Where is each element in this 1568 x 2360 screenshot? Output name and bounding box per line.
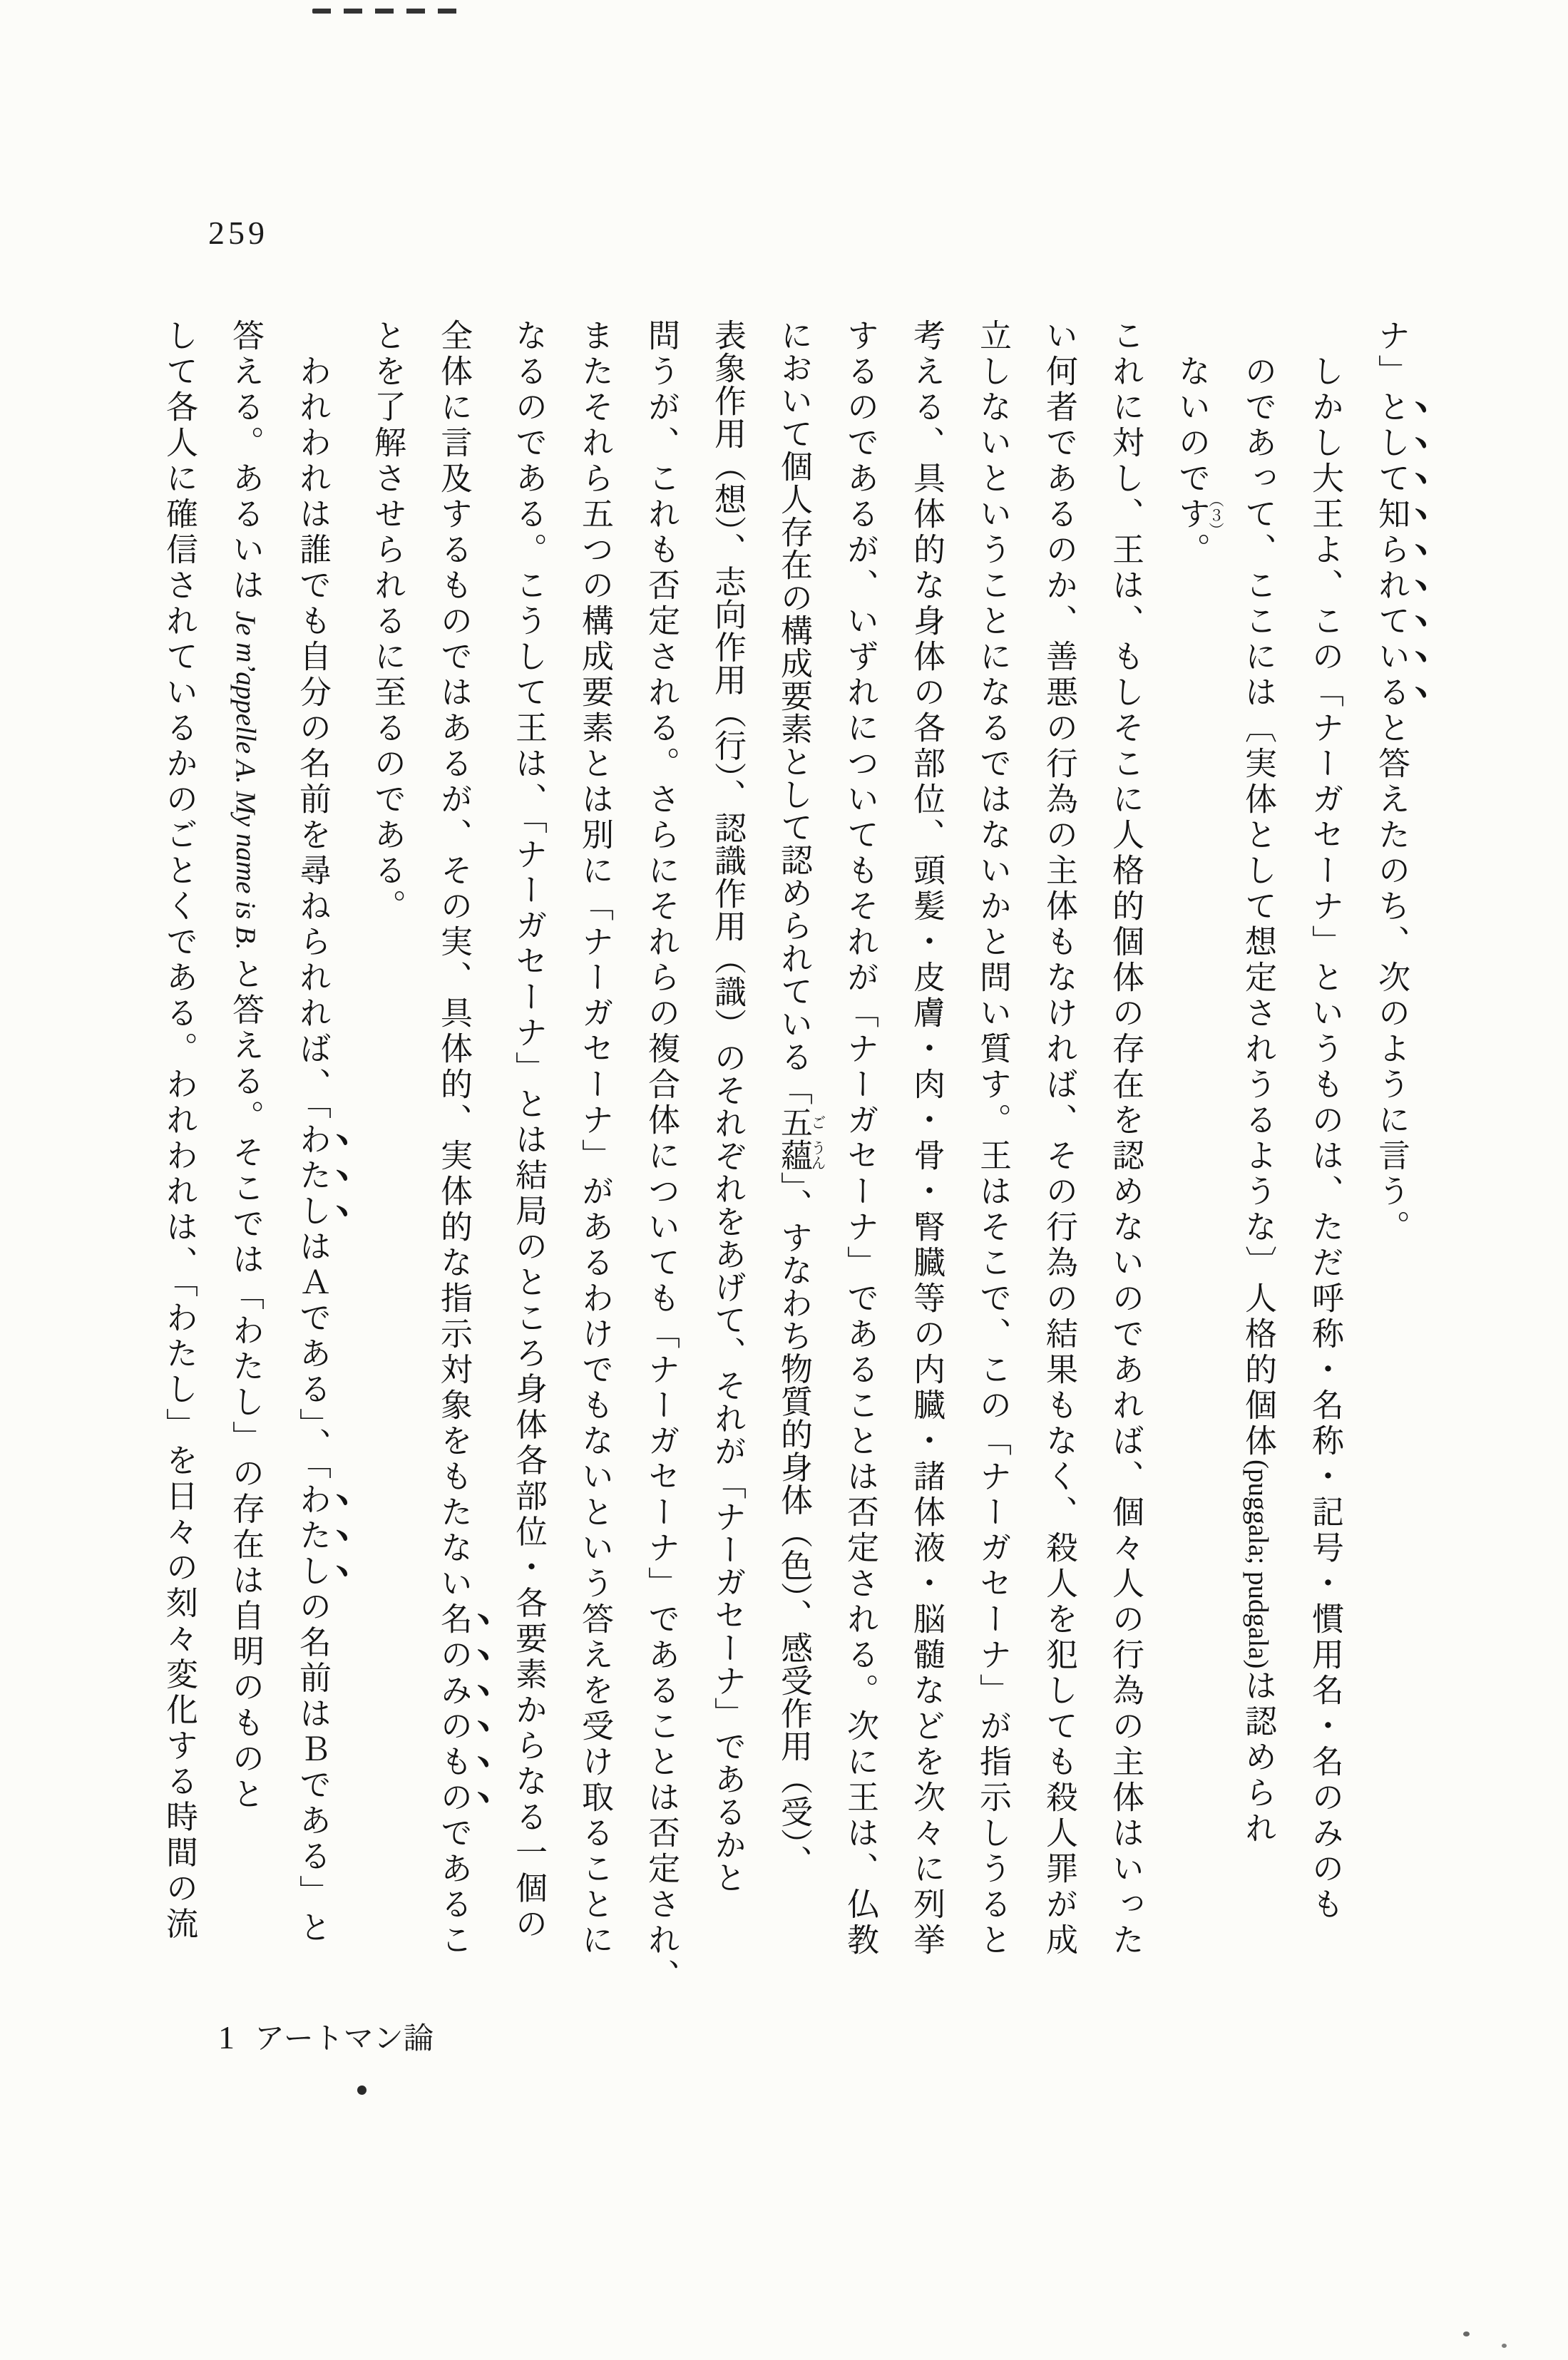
furigana: 五ご bbox=[776, 1106, 826, 1139]
emphasized-text: わたし bbox=[294, 1122, 330, 1230]
text-run: 考える、具体的な身体の各部位、頭髪・皮膚・肉・骨・腎臓等の内臓・諸体液・脳髄などを次々に列挙 bbox=[908, 319, 944, 1959]
footer-chapter-number: 1 bbox=[218, 2019, 235, 2056]
text-run: であるこ bbox=[436, 1816, 471, 1959]
scan-artifact bbox=[357, 2085, 367, 2095]
text-column bbox=[1358, 319, 1433, 1973]
text-run: またそれら五つの構成要素とは別に「ナーガセーナ」があるわけでもないという答えを受け取ることに bbox=[577, 319, 613, 1959]
text-column bbox=[1092, 319, 1158, 1973]
text-run: 」、すなわち物質的身体（色）、感受作用（受）、 bbox=[776, 1171, 811, 1878]
text-run: と答える。そこでは「わたし」の存在は自明のものと bbox=[227, 957, 263, 1813]
page-number: 259 bbox=[208, 215, 268, 251]
text-run: これに対し、王は、もしそこに人格的個体の存在を認めないのであれば、個々人の行為の主体はいった bbox=[1107, 319, 1143, 1959]
text-column bbox=[694, 319, 760, 1973]
quote-text-column bbox=[1291, 319, 1358, 1973]
text-run: は認められ bbox=[1240, 1668, 1276, 1847]
text-run: 問うが、これも否定される。さらにそれらの複合体についても「ナーガセーナ」であることは否定され、 bbox=[643, 319, 679, 1994]
footer-chapter-title: アートマン論 bbox=[255, 2023, 434, 2056]
text-run: と答えたのち、次のように言う。 bbox=[1373, 711, 1409, 1246]
text-run: において個人存在の構成要素として認められている「 bbox=[776, 319, 811, 1106]
text-column bbox=[1025, 319, 1092, 1973]
text-run: われわれは誰でも自分の名前を尋ねられれば、「 bbox=[294, 354, 330, 1123]
text-column bbox=[145, 319, 212, 1973]
quote-text-column bbox=[1224, 319, 1291, 1973]
text-column bbox=[354, 319, 420, 1973]
text-run: のであって、ここには〔実体として想定されうるような〕人格的個体 bbox=[1240, 354, 1276, 1459]
text-run: ナ」 bbox=[1373, 319, 1409, 390]
text-run: はＡである」、「 bbox=[294, 1229, 330, 1483]
text-column bbox=[760, 319, 826, 1973]
text-column bbox=[627, 319, 694, 1994]
scan-artifact bbox=[1502, 2344, 1507, 2348]
text-run: 全体に言及するものではあるが、その実、具体的、実体的な指示対象をもたない bbox=[436, 319, 471, 1602]
scan-artifact bbox=[1463, 2331, 1470, 2336]
text-run: して各人に確信されているかのごとくである。われわれは、「わたし」を日々の刻々変化する時間の流 bbox=[161, 319, 197, 1943]
main-text-block bbox=[145, 319, 1433, 1994]
text-column bbox=[279, 319, 354, 1973]
furigana: 蘊うん bbox=[776, 1139, 826, 1171]
text-run: 。 bbox=[1174, 533, 1209, 568]
scan-artifact bbox=[312, 9, 458, 14]
emphasized-text: わたし bbox=[294, 1482, 330, 1590]
text-run: 答える。あるいは bbox=[227, 319, 263, 604]
text-column bbox=[893, 319, 959, 1973]
emphasized-text: として知られている bbox=[1373, 390, 1409, 711]
emphasized-text: 名のみのもの bbox=[436, 1602, 471, 1816]
text-run: 立しないということになるではないかと問い質す。王はそこで、この「ナーガセーナ」が指示しうると bbox=[975, 319, 1010, 1959]
text-run: するのであるが、いずれについてもそれが「ナーガセーナ」であることは否定される。次に王は、仏教 bbox=[842, 319, 878, 1959]
text-run: なるのである。こうして王は、「ナーガセーナ」とは結局のところ身体各部位・各要素からなる一個の bbox=[511, 319, 546, 1943]
text-run: い何者であるのか、善悪の行為の主体もなければ、その行為の結果もなく、殺人を犯しても殺人罪が成 bbox=[1041, 319, 1077, 1959]
text-column bbox=[420, 319, 495, 1973]
text-run: の名前はＢである」と bbox=[294, 1589, 330, 1946]
text-column bbox=[959, 319, 1025, 1973]
text-run: 表象作用（想）、志向作用（行）、認識作用（識）のそれぞれをあげて、それが「ナーガセーナ」であるかと bbox=[709, 319, 745, 1894]
latin-text: Je m’appelle A. My name is B. bbox=[230, 604, 261, 958]
text-column bbox=[495, 319, 561, 1973]
text-column bbox=[826, 319, 893, 1973]
text-column bbox=[212, 319, 279, 1973]
text-column bbox=[561, 319, 627, 1973]
footer bbox=[218, 2015, 434, 2058]
text-run: とを了解させられるに至るのである。 bbox=[369, 319, 405, 925]
quote-text-column bbox=[1158, 319, 1224, 1973]
footnote-marker: す（３） bbox=[1174, 492, 1224, 538]
text-run: しかし大王よ、この「ナーガセーナ」というものは、ただ呼称・名称・記号・慣用名・名のみのも bbox=[1307, 354, 1343, 1923]
text-run: ないので bbox=[1174, 354, 1209, 497]
latin-text: (puggala; pudgala) bbox=[1243, 1459, 1274, 1669]
